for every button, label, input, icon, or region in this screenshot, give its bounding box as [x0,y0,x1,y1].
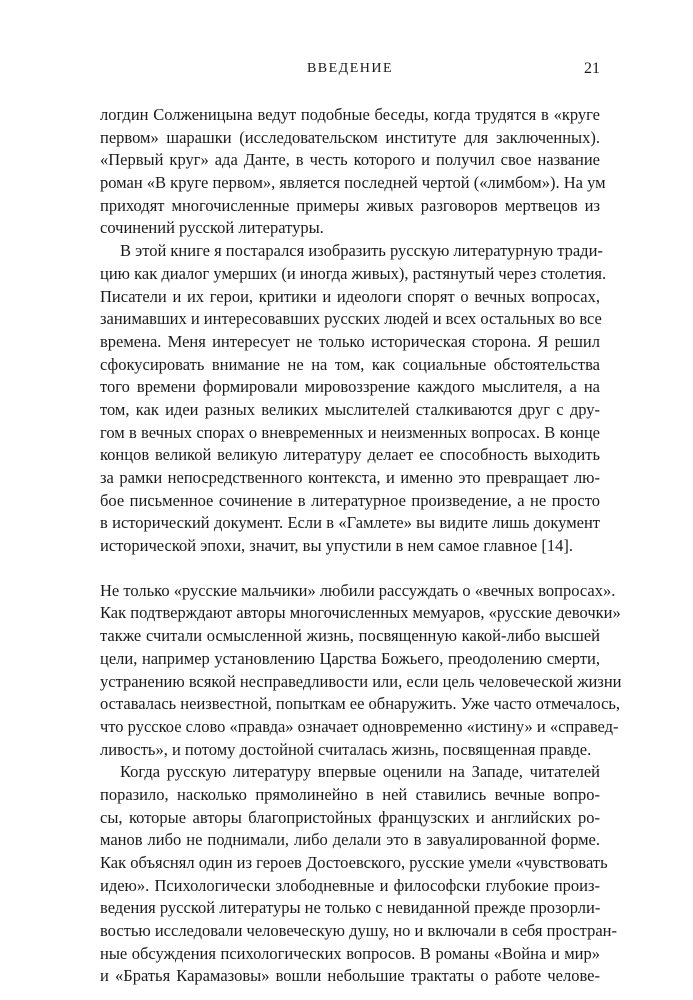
text-line: манов либо не поднимали, либо делали это в завуалированной форме. [100,830,600,850]
paragraph-3 [100,580,622,762]
text-line: за рамки непосредственного контекста, и именно это превращает лю- [100,468,600,487]
text-line: и «Братья Карамазовы» вошли небольшие трактаты о работе челове- [100,966,600,986]
section-gap [100,558,600,580]
text-line: Как объяснял один из героев Достоевского, русские умели «чувствовать [100,853,608,872]
text-line: занимавших и интересовавших русских людей и всех остальных во все [100,309,602,329]
text-line: Как подтверждают авторы многочисленных мемуаров, «русские девочки» [100,603,621,623]
text-line: ведения русской литературы не только с невиданной прежде прозорли- [100,898,601,918]
text-line: Писатели и их герои, критики и идеологи спорят о вечных вопросах, [100,286,600,306]
text-line: роман «В круге первом», является последней чертой («лимбом»). На ум [100,173,606,193]
text-line: оставалась неизвестной, попыткам ее обнаружить. Уже часто отмечалось, [100,694,621,714]
text-line: ливость», и потому достойной считалась жизнь, посвященная правде. [100,739,592,759]
text-line: цию как диалог умерших (и иногда живых), растянутый через столетия. [100,263,607,283]
text-line: цели, например установлению Царства Божьего, преодолению смерти, [100,648,600,668]
text-line: исторической эпохи, значит, вы упустили в нем самое главное [14]. [100,536,573,556]
text-line: Не только «русские мальчики» любили рассуждать о «вечных вопросах». [100,580,616,600]
text-line: В этой книге я постарался изобразить русскую литературную тради- [120,241,603,261]
paragraph-2 [100,240,607,558]
text-line: ные обсуждения психологических вопросов. В романы «Война и мир» [100,943,600,963]
text-line: поразило, насколько прямолинейно в ней ставились вечные вопро- [100,784,600,804]
text-line: Когда русскую литературу впервые оценили на Западе, читателей [120,762,600,782]
text-line: в исторический документ. Если в «Гамлете» вы видите лишь документ [100,513,600,533]
text-line: идею». Психологически злободневные и философски глубокие произ- [100,875,600,895]
text-line: также считали осмысленной жизнь, посвященную какой-либо высшей [100,626,600,646]
running-header [100,60,600,80]
text-line: бое письменное сочинение в литературное произведение, а не просто [100,490,600,510]
text-line: того времени формировали мировоззрение каждого мыслителя, а на [100,377,600,397]
text-line: гом в вечных спорах о вневременных и неизменных вопросах. В конце [100,422,600,442]
text-line: времена. Меня интересует не только историческая сторона. Я решил [100,331,600,351]
page-number: 21 [584,60,600,77]
text-line: сы, которые авторы благопристойных французских и английских ро- [100,807,600,827]
text-line: сфокусировать внимание не на том, как социальные обстоятельства [100,354,600,374]
text-line: логдин Солженицына ведут подобные беседы, когда трудятся в «круге [100,105,600,124]
paragraph-4 [100,761,617,988]
text-line: том, как идеи разных великих мыслителей сталкиваются друг с дру- [100,399,600,419]
text-line: устранению всякой несправедливости или, если цель человеческой жизни [100,671,622,691]
text-line: сочинений русской литературы. [100,218,324,238]
text-line: востью исследовали человеческую душу, но и включали в себя простран- [100,921,617,941]
text-line: приходят многочисленные примеры живых разговоров мертвецов из [100,195,600,215]
text-line: первом» шарашки (исследовательском институте для заключенных). [100,127,600,147]
body-text [100,104,622,988]
text-line: что русское слово «правда» означает одновременно «истину» и «справед- [100,716,619,736]
running-title: ВВЕДЕНИЕ [306,61,394,76]
text-line: концов великой великую литературу делает ее способность выходить [100,445,600,465]
paragraph-1 [100,104,606,240]
text-line: «Первый круг» ада Данте, в честь которого и получил свое название [100,150,600,170]
